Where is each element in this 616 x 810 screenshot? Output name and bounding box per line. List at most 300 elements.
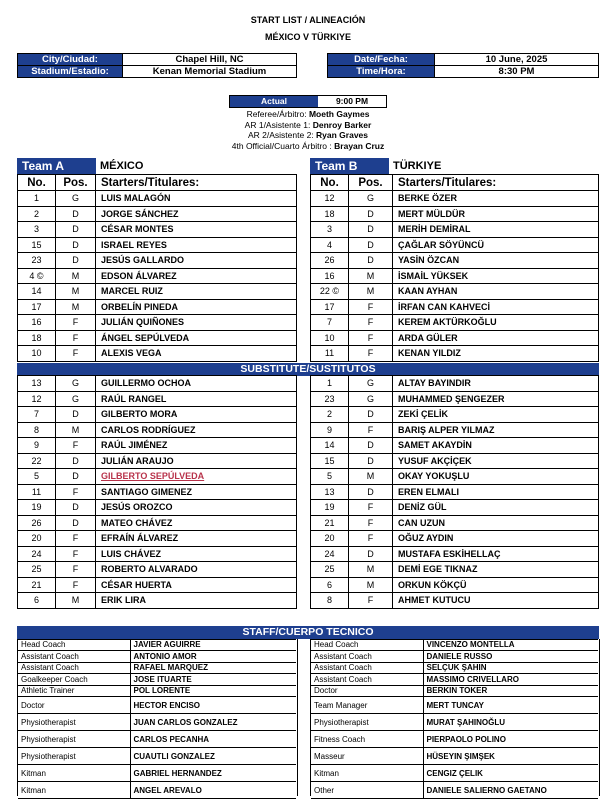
player-number: 20 xyxy=(18,531,56,547)
staff-role: Doctor xyxy=(311,685,423,697)
player-row xyxy=(18,268,297,284)
staff-name: MURAT ŞAHINOĞLU xyxy=(423,714,598,731)
staff-role: Other xyxy=(311,782,423,799)
staff-row xyxy=(18,685,296,697)
player-name: GUILLERMO OCHOA xyxy=(96,376,297,392)
player-row xyxy=(18,253,297,269)
city-value: Chapel Hill, NC xyxy=(123,54,297,66)
staff-role: Assistant Coach xyxy=(18,651,130,663)
player-position: D xyxy=(349,484,393,500)
staff-role: Physiotherapist xyxy=(311,714,423,731)
staff-name: HECTOR ENCISO xyxy=(130,697,296,714)
player-position: D xyxy=(56,453,96,469)
player-row xyxy=(311,376,599,392)
player-number: 14 xyxy=(18,284,56,300)
player-row xyxy=(18,500,297,516)
player-name: DEMİ EGE TIKNAZ xyxy=(393,562,599,578)
col-starters: Starters/Titulares: xyxy=(96,175,297,191)
staff-row xyxy=(311,639,598,651)
player-name: CARLOS RODRÍGUEZ xyxy=(96,422,297,438)
player-position: M xyxy=(56,422,96,438)
team-a-name: MÉXICO xyxy=(100,160,144,172)
player-position: D xyxy=(349,407,393,423)
player-row xyxy=(311,453,599,469)
actual-kickoff xyxy=(229,95,387,108)
player-number: 6 xyxy=(18,593,56,609)
team-a-subs-table xyxy=(17,375,297,609)
player-number: 4 xyxy=(311,237,349,253)
player-name: KENAN YILDIZ xyxy=(393,346,599,362)
player-name: MATEO CHÁVEZ xyxy=(96,515,297,531)
player-position: F xyxy=(56,531,96,547)
date-label: Date/Fecha: xyxy=(328,54,435,66)
player-number: 3 xyxy=(311,222,349,238)
staff-role: Doctor xyxy=(18,697,130,714)
staff-name: MASSIMO CRIVELLARO xyxy=(423,674,598,686)
player-number: 25 xyxy=(311,562,349,578)
player-row xyxy=(18,484,297,500)
team-a-header xyxy=(17,158,143,174)
player-row xyxy=(18,315,297,331)
player-position: G xyxy=(56,376,96,392)
staff-name: POL LORENTE xyxy=(130,685,296,697)
player-number: 3 xyxy=(18,222,56,238)
staff-role: Goalkeeper Coach xyxy=(18,674,130,686)
player-row xyxy=(311,299,599,315)
player-number: 24 xyxy=(18,546,56,562)
player-position: M xyxy=(56,284,96,300)
player-position: M xyxy=(56,593,96,609)
player-name: ERIK LIRA xyxy=(96,593,297,609)
player-number: 26 xyxy=(18,515,56,531)
player-name: CÉSAR HUERTA xyxy=(96,577,297,593)
player-row xyxy=(311,315,599,331)
player-number: 1 xyxy=(18,191,56,207)
team-a-tag: Team A xyxy=(17,158,96,174)
staff-role: Assistant Coach xyxy=(18,662,130,674)
staff-row xyxy=(18,651,296,663)
player-row xyxy=(18,330,297,346)
match-title: MÉXICO V TÜRKIYE xyxy=(264,32,351,42)
player-row xyxy=(18,391,297,407)
player-name: ROBERTO ALVARADO xyxy=(96,562,297,578)
staff-row xyxy=(311,651,598,663)
player-number: 22 © xyxy=(311,284,349,300)
player-name: SANTIAGO GIMENEZ xyxy=(96,484,297,500)
team-b-header xyxy=(310,158,441,174)
ar2-name: Ryan Graves xyxy=(316,130,369,140)
staff-role: Physiotherapist xyxy=(18,731,130,748)
staff-row xyxy=(18,765,296,782)
staff-role: Head Coach xyxy=(18,639,130,651)
player-row xyxy=(18,438,297,454)
player-position: D xyxy=(349,237,393,253)
player-number: 2 xyxy=(311,407,349,423)
player-position: D xyxy=(56,469,96,485)
player-number: 9 xyxy=(18,438,56,454)
staff-name: DANIELE RUSSO xyxy=(423,651,598,663)
player-name: JESÚS GALLARDO xyxy=(96,253,297,269)
staff-row xyxy=(311,748,598,765)
player-position: D xyxy=(56,206,96,222)
staff-name: VINCENZO MONTELLA xyxy=(423,639,598,651)
staff-name: JAVIER AGUIRRE xyxy=(130,639,296,651)
player-position: F xyxy=(56,562,96,578)
date-info-table xyxy=(327,53,599,78)
player-name: İSMAİL YÜKSEK xyxy=(393,268,599,284)
player-number: 15 xyxy=(311,453,349,469)
stadium-label: Stadium/Estadio: xyxy=(18,66,123,78)
staff-row xyxy=(311,782,598,799)
player-position: F xyxy=(349,346,393,362)
player-number: 18 xyxy=(18,330,56,346)
player-number: 8 xyxy=(18,422,56,438)
player-row xyxy=(311,253,599,269)
player-row xyxy=(311,438,599,454)
player-name: KAAN AYHAN xyxy=(393,284,599,300)
staff-role: Kitman xyxy=(18,765,130,782)
staff-row xyxy=(18,674,296,686)
substitutes-band: SUBSTITUTE/SUSTITUTOS xyxy=(17,363,599,376)
player-name: ORKUN KÖKÇÜ xyxy=(393,577,599,593)
player-row xyxy=(311,284,599,300)
player-row xyxy=(18,531,297,547)
player-name: JORGE SÁNCHEZ xyxy=(96,206,297,222)
player-name: MUHAMMED ŞENGEZER xyxy=(393,391,599,407)
player-name: ARDA GÜLER xyxy=(393,330,599,346)
document-title: START LIST / ALINEACIÓN xyxy=(250,15,366,25)
player-number: 13 xyxy=(18,376,56,392)
player-row xyxy=(311,422,599,438)
player-row xyxy=(311,562,599,578)
player-number: 10 xyxy=(18,346,56,362)
team-b-subs-table xyxy=(310,375,599,609)
player-number: 23 xyxy=(18,253,56,269)
player-row xyxy=(18,299,297,315)
staff-row xyxy=(311,731,598,748)
player-position: F xyxy=(56,315,96,331)
player-number: 11 xyxy=(18,484,56,500)
player-row xyxy=(18,191,297,207)
player-number: 10 xyxy=(311,330,349,346)
player-name: BERKE ÖZER xyxy=(393,191,599,207)
player-position: M xyxy=(56,299,96,315)
staff-row xyxy=(18,731,296,748)
player-number: 14 xyxy=(311,438,349,454)
staff-row xyxy=(18,697,296,714)
player-name: ÇAĞLAR SÖYÜNCÜ xyxy=(393,237,599,253)
team-b-staff-table xyxy=(311,639,598,799)
staff-role: Physiotherapist xyxy=(18,714,130,731)
player-position: G xyxy=(56,191,96,207)
player-row xyxy=(311,484,599,500)
staff-name: BERKIN TOKER xyxy=(423,685,598,697)
player-number: 5 xyxy=(311,469,349,485)
player-row xyxy=(311,531,599,547)
officials-block xyxy=(0,95,616,151)
staff-row xyxy=(311,685,598,697)
staff-role: Assistant Coach xyxy=(311,651,423,663)
player-row xyxy=(311,191,599,207)
staff-band: STAFF/CUERPO TECNICO xyxy=(17,626,599,639)
player-row xyxy=(311,407,599,423)
player-position: D xyxy=(56,407,96,423)
actual-time: 9:00 PM xyxy=(335,96,369,106)
player-number: 11 xyxy=(311,346,349,362)
col-starters: Starters/Titulares: xyxy=(393,175,599,191)
player-number: 9 xyxy=(311,422,349,438)
player-name: JESÚS OROZCO xyxy=(96,500,297,516)
player-position: F xyxy=(56,484,96,500)
player-name: MERİH DEMİRAL xyxy=(393,222,599,238)
player-number: 5 xyxy=(18,469,56,485)
player-name: İRFAN CAN KAHVECİ xyxy=(393,299,599,315)
player-number: 17 xyxy=(311,299,349,315)
player-name: MUSTAFA ESKİHELLAÇ xyxy=(393,546,599,562)
player-number: 25 xyxy=(18,562,56,578)
player-number: 19 xyxy=(18,500,56,516)
player-number: 23 xyxy=(311,391,349,407)
player-number: 15 xyxy=(18,237,56,253)
player-position: F xyxy=(349,515,393,531)
player-name: CAN UZUN xyxy=(393,515,599,531)
player-position: M xyxy=(349,284,393,300)
player-row xyxy=(18,237,297,253)
player-number: 26 xyxy=(311,253,349,269)
team-b-name: TÜRKIYE xyxy=(393,160,442,172)
staff-name: ANGEL AREVALO xyxy=(130,782,296,799)
ar1-line: AR 1/Asistente 1: Denroy Barker xyxy=(244,119,372,130)
player-name: JULIÁN QUIÑONES xyxy=(96,315,297,331)
player-number: 12 xyxy=(311,191,349,207)
staff-row xyxy=(18,782,296,799)
staff-role: Assistant Coach xyxy=(311,674,423,686)
player-name: KEREM AKTÜRKOĞLU xyxy=(393,315,599,331)
player-number: 18 xyxy=(311,206,349,222)
player-number: 1 xyxy=(311,376,349,392)
player-position: F xyxy=(349,299,393,315)
staff-name: JOSE ITUARTE xyxy=(130,674,296,686)
staff-name: RAFAEL MARQUEZ xyxy=(130,662,296,674)
player-number: 7 xyxy=(18,407,56,423)
player-row xyxy=(311,577,599,593)
player-row xyxy=(18,546,297,562)
player-position: F xyxy=(349,330,393,346)
ar2-line: AR 2/Asistente 2: Ryan Graves xyxy=(247,130,369,140)
player-position: F xyxy=(56,577,96,593)
player-row xyxy=(18,407,297,423)
venue-info-table xyxy=(17,53,297,78)
player-number: 20 xyxy=(311,531,349,547)
fourth-official-line: 4th Official/Cuarto Árbitro : Brayan Cruz xyxy=(231,140,385,151)
player-number: 21 xyxy=(311,515,349,531)
player-name: BARIŞ ALPER YILMAZ xyxy=(393,422,599,438)
player-name: DENİZ GÜL xyxy=(393,500,599,516)
player-number: 2 xyxy=(18,206,56,222)
player-row xyxy=(311,206,599,222)
player-row xyxy=(18,422,297,438)
player-row xyxy=(18,222,297,238)
staff-row xyxy=(18,639,296,651)
staff-name: CENGIZ ÇELIK xyxy=(423,765,598,782)
player-name: LUIS CHÁVEZ xyxy=(96,546,297,562)
col-pos: Pos. xyxy=(56,175,96,191)
player-position: D xyxy=(56,237,96,253)
player-row xyxy=(18,562,297,578)
player-name: ALEXIS VEGA xyxy=(96,346,297,362)
staff-row xyxy=(311,714,598,731)
player-number: 6 xyxy=(311,577,349,593)
player-number: 24 xyxy=(311,546,349,562)
player-number: 8 xyxy=(311,593,349,609)
player-position: F xyxy=(56,330,96,346)
staff-name: MERT TUNCAY xyxy=(423,697,598,714)
player-number: 7 xyxy=(311,315,349,331)
player-position: D xyxy=(56,222,96,238)
staff-role: Team Manager xyxy=(311,697,423,714)
staff-role: Kitman xyxy=(18,782,130,799)
player-row xyxy=(311,391,599,407)
player-row xyxy=(311,593,599,609)
player-position: F xyxy=(349,422,393,438)
player-name: SAMET AKAYDİN xyxy=(393,438,599,454)
player-name: EFRAÍN ÁLVAREZ xyxy=(96,531,297,547)
player-name: EDSON ÁLVAREZ xyxy=(96,268,297,284)
player-number: 19 xyxy=(311,500,349,516)
player-position: D xyxy=(349,546,393,562)
staff-row xyxy=(311,662,598,674)
player-position: M xyxy=(349,268,393,284)
player-name: AHMET KUTUCU xyxy=(393,593,599,609)
staff-name: ANTONIO AMOR xyxy=(130,651,296,663)
player-position: M xyxy=(349,562,393,578)
col-no: No. xyxy=(18,175,56,191)
time-label: Time/Hora: xyxy=(328,66,435,78)
player-row xyxy=(311,237,599,253)
player-name: OĞUZ AYDIN xyxy=(393,531,599,547)
player-number: 17 xyxy=(18,299,56,315)
player-row xyxy=(311,222,599,238)
player-name: ORBELÍN PINEDA xyxy=(96,299,297,315)
player-position: F xyxy=(349,593,393,609)
player-row xyxy=(18,346,297,362)
staff-name: GABRIEL HERNANDEZ xyxy=(130,765,296,782)
player-number: 22 xyxy=(18,453,56,469)
actual-label: Actual xyxy=(230,96,318,107)
player-name: EREN ELMALI xyxy=(393,484,599,500)
player-row xyxy=(311,346,599,362)
staff-name: DANIELE SALIERNO GAETANO xyxy=(423,782,598,799)
player-position: G xyxy=(349,391,393,407)
player-number: 16 xyxy=(18,315,56,331)
player-row xyxy=(311,330,599,346)
player-row xyxy=(18,284,297,300)
staff-role: Masseur xyxy=(311,748,423,765)
team-b-tag: Team B xyxy=(310,158,389,174)
player-row xyxy=(311,515,599,531)
staff-name: CARLOS PECANHA xyxy=(130,731,296,748)
player-row xyxy=(18,469,297,485)
staff-role: Fitness Coach xyxy=(311,731,423,748)
player-number: 21 xyxy=(18,577,56,593)
fourth-official-name: Brayan Cruz xyxy=(334,140,385,151)
staff-row xyxy=(18,748,296,765)
staff-role: Athletic Trainer xyxy=(18,685,130,697)
player-name: ALTAY BAYINDIR xyxy=(393,376,599,392)
player-name: OKAY YOKUŞLU xyxy=(393,469,599,485)
player-name: RAÚL JIMÉNEZ xyxy=(96,438,297,454)
staff-role: Assistant Coach xyxy=(311,662,423,674)
player-position: M xyxy=(56,268,96,284)
player-row xyxy=(18,593,297,609)
staff-role: Kitman xyxy=(311,765,423,782)
player-row xyxy=(311,268,599,284)
player-name: JULIÁN ARAUJO xyxy=(96,453,297,469)
staff-name: SELÇUK ŞAHIN xyxy=(423,662,598,674)
staff-name: HÜSEYIN ŞIMŞEK xyxy=(423,748,598,765)
player-name: GILBERTO SEPÚLVEDA xyxy=(96,469,297,485)
staff-role: Physiotherapist xyxy=(18,748,130,765)
player-position: M xyxy=(349,577,393,593)
city-label: City/Ciudad: xyxy=(18,54,123,66)
date-value: 10 June, 2025 xyxy=(435,54,599,66)
player-position: D xyxy=(56,500,96,516)
player-position: G xyxy=(349,191,393,207)
player-name: MARCEL RUIZ xyxy=(96,284,297,300)
player-row xyxy=(311,469,599,485)
staff-row xyxy=(311,697,598,714)
player-name: LUIS MALAGÓN xyxy=(96,191,297,207)
player-name: ZEKİ ÇELİK xyxy=(393,407,599,423)
player-name: YASİN ÖZCAN xyxy=(393,253,599,269)
ar1-name: Denroy Barker xyxy=(312,119,372,130)
staff-row xyxy=(311,765,598,782)
player-row xyxy=(311,500,599,516)
player-name: CÉSAR MONTES xyxy=(96,222,297,238)
player-row xyxy=(18,453,297,469)
player-position: F xyxy=(56,438,96,454)
team-b-starters-table xyxy=(310,174,599,362)
player-name: ÁNGEL SEPÚLVEDA xyxy=(96,330,297,346)
stadium-value: Kenan Memorial Stadium xyxy=(123,66,297,78)
player-number: 13 xyxy=(311,484,349,500)
col-no: No. xyxy=(311,175,349,191)
player-number: 16 xyxy=(311,268,349,284)
player-position: F xyxy=(349,315,393,331)
player-position: D xyxy=(349,453,393,469)
time-value: 8:30 PM xyxy=(435,66,599,78)
staff-name: CUAUTLI GONZALEZ xyxy=(130,748,296,765)
team-a-starters-table xyxy=(17,174,297,362)
player-name: RAÚL RANGEL xyxy=(96,391,297,407)
player-position: D xyxy=(56,253,96,269)
player-number: 12 xyxy=(18,391,56,407)
player-row xyxy=(18,206,297,222)
staff-row xyxy=(18,714,296,731)
player-row xyxy=(18,577,297,593)
player-row xyxy=(18,515,297,531)
player-number: 4 © xyxy=(18,268,56,284)
staff-role: Head Coach xyxy=(311,639,423,651)
referee-name: Moeth Gaymes xyxy=(308,109,370,119)
player-name: YUSUF AKÇİÇEK xyxy=(393,453,599,469)
team-a-staff-table xyxy=(18,639,296,799)
player-position: D xyxy=(349,438,393,454)
player-position: F xyxy=(349,531,393,547)
player-position: D xyxy=(349,222,393,238)
player-name: MERT MÜLDÜR xyxy=(393,206,599,222)
player-position: F xyxy=(56,546,96,562)
